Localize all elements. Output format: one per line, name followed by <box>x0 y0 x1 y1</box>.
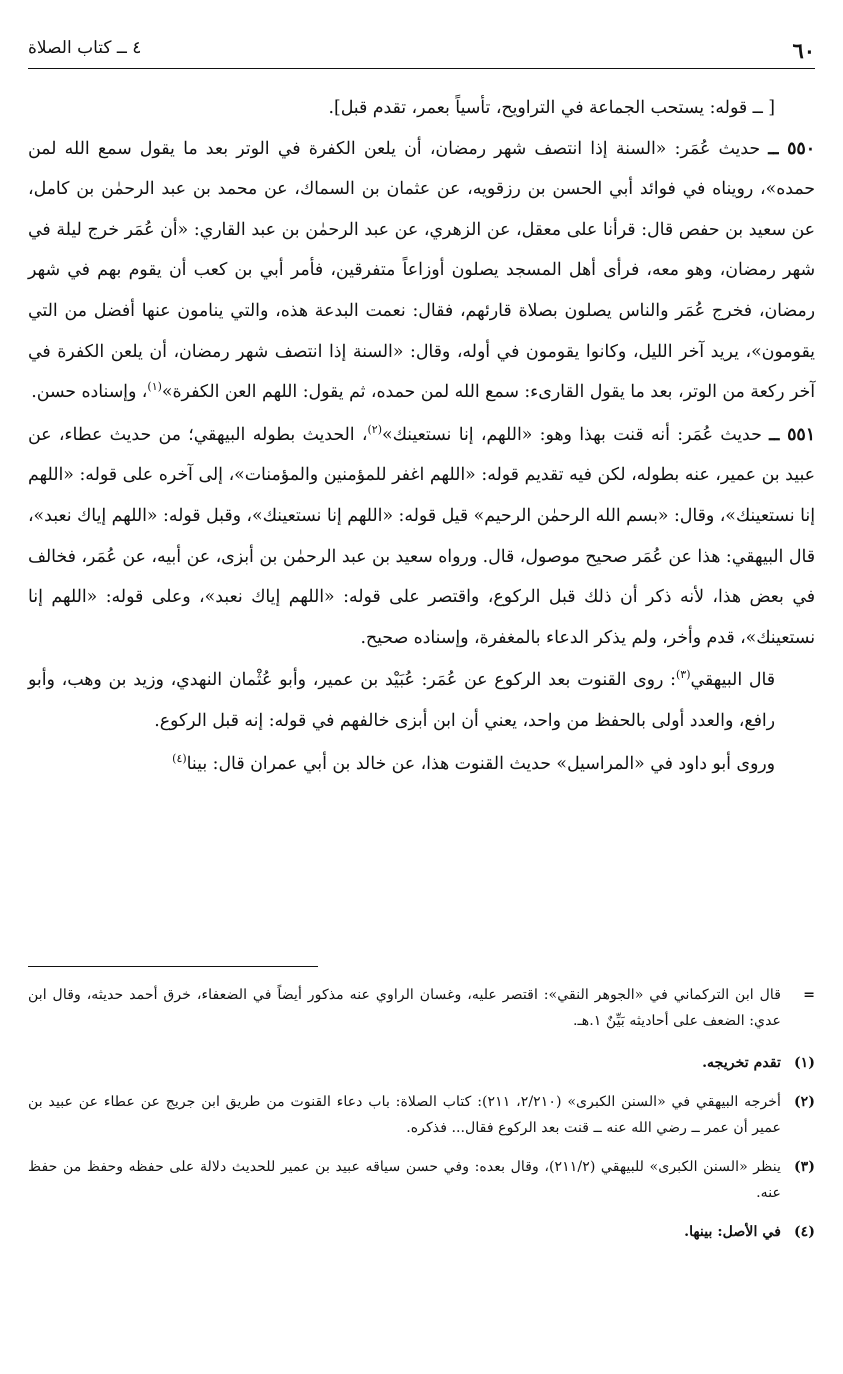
hadith-551-paragraph <box>28 415 815 659</box>
footnote-3-text: ينظر «السنن الكبرى» للبيهقي (٢١١/٢)، وقال بعده: وفي حسن سياقه عبيد بن عمير للحديث دلالة على حفظه وحفظ من حفظ عنه. <box>28 1159 781 1201</box>
footnote-1-mark: (١) <box>793 1055 815 1071</box>
footnote-2-text: أخرجه البيهقي في «السنن الكبرى» (٢/٢١٠، ٢١١): كتاب الصلاة: باب دعاء القنوت من طريق ابن جريج عن عطاء عن عبيد بن عمير أن عمر ــ رضي الله عنه ــ قنت بعد الركوع فقال... فذكره. <box>28 1094 782 1136</box>
bayhaqi-text-a: قال البيهقي <box>690 670 775 691</box>
hadith-551-number: ٥٥١ ــ <box>769 424 815 445</box>
footnote-4-mark: (٤) <box>793 1224 815 1240</box>
footnote-4 <box>28 1219 815 1245</box>
footnote-separator <box>28 966 318 967</box>
footnotes <box>28 982 815 1258</box>
footnote-2-mark: (٢) <box>793 1094 815 1110</box>
hadith-550-text: حديث عُمَر: «السنة إذا انتصف شهر رمضان، أن يلعن الكفرة في الوتر بعد ما يقول سمع الله لمن حمده»، رويناه في فوائد أبي الحسن بن رزقويه، عن عثمان بن السماك، عن محمد بن عبد الرحمٰن بن كامل، عن سعيد بن حفص قال: قرأنا على معقل، عن الزهري، عن عبد الرحمٰن بن عبد القاري: «أن عُمَر خرج ليلة في شهر رمضان، وهو معه، فرأى أهل المسجد يصلون أوزاعاً متفرقين، فأمر أبي بن كعب أن يقوم بهم في شهر رمضان، فخرج عُمَر والناس يصلون بصلاة قارئهم، فقال: نعمت البدعة هذه، والتي ينامون عنها أفضل من التي يقومون»، يريد آخر الليل، وكانوا يقومون في أوله، وقال: «السنة إذا انتصف شهر رمضان، أن يلعن الكفرة في آخر ركعة من الوتر، بعد ما يقول القارىء: سمع الله لمن حمده، ثم يقول: اللهم العن الكفرة» <box>28 138 815 403</box>
running-header <box>28 38 815 64</box>
hadith-551-text-a: حديث عُمَر: أنه قنت بهذا وهو: «اللهم، إنا نستعينك» <box>382 424 762 445</box>
footnote-1 <box>28 1050 815 1076</box>
footnote-3 <box>28 1154 815 1206</box>
main-text <box>28 88 815 784</box>
footnote-continuation <box>28 982 815 1034</box>
hadith-550-paragraph <box>28 129 815 413</box>
hadith-550-tail: ، وإسناده حسن. <box>31 382 148 403</box>
bayhaqi-text-b: : روى القنوت بعد الركوع عن عُمَر: عُبَيْد بن عمير، وأبو عُثْمان النهدي، وزيد بن وهب، وأبو رافع، والعدد أولى بالحفظ من واحد، يعني أن ابن أبزى خالفهم في قوله: إنه قبل الركوع. <box>28 670 775 731</box>
section-title: ٤ ــ كتاب الصلاة <box>28 38 142 58</box>
hadith-551-text-b: ، الحديث بطوله البيهقي؛ من حديث عطاء، عن عبيد بن عمير، عنه بطوله، لكن فيه تقديم قوله: «اللهم اغفر للمؤمنين والمؤمنات»، إلى آخره على قوله: «اللهم إنا نستعينك»، وقال: «بسم الله الرحمٰن الرحيم» قيل قوله: «اللهم إنا نستعينك»، وقبل قوله: «اللهم إياك نعبد»، قال البيهقي: هذا عن عُمَر صحيح موصول، قال. ورواه سعيد بن عبد الرحمٰن بن أبزى، عن أبيه، عن عُمَر، فخالف في بعض هذا، لأنه ذكر أن ذلك قبل الركوع، واقتصر على قوله: «اللهم إياك نعبد»، وعلى قوله: «اللهم إنا نستعينك»، قدم وأخر، ولم يذكر الدعاء بالمغفرة، وإسناده صحيح. <box>27 424 815 648</box>
bayhaqi-paragraph <box>28 660 815 741</box>
footnote-1-text: تقدم تخريجه. <box>702 1055 781 1071</box>
footnote-ref-4: (٤) <box>172 751 187 765</box>
hadith-550-number: ٥٥٠ ــ <box>768 138 815 159</box>
footnote-ref-1: (١) <box>147 380 162 394</box>
intro-paragraph: [ ــ قوله: يستحب الجماعة في التراويح، تأسياً بعمر، تقدم قبل]. <box>328 98 775 118</box>
continuation-mark: = <box>803 987 815 1003</box>
footnote-2 <box>28 1089 815 1141</box>
page-number: ٦٠ <box>792 38 815 63</box>
header-rule <box>28 68 815 69</box>
footnote-4-text: في الأصل: بينها. <box>684 1224 781 1240</box>
abu-dawud-text: وروى أبو داود في «المراسيل» حديث القنوت هذا، عن خالد بن أبي عمران قال: بينا <box>186 753 775 774</box>
footnote-ref-2: (٢) <box>367 422 382 436</box>
footnote-ref-3: (٣) <box>676 668 691 682</box>
continuation-text: قال ابن التركماني في «الجوهر النقي»: اقتصر عليه، وغسان الراوي عنه مذكور أيضاً في الضعفاء، خرق أحمد حديثه، وقال ابن عدي: الضعف على أحاديثه بَيِّنٌ ١.هـ. <box>28 987 781 1029</box>
abu-dawud-paragraph <box>28 744 815 785</box>
footnote-3-mark: (٣) <box>793 1159 815 1175</box>
